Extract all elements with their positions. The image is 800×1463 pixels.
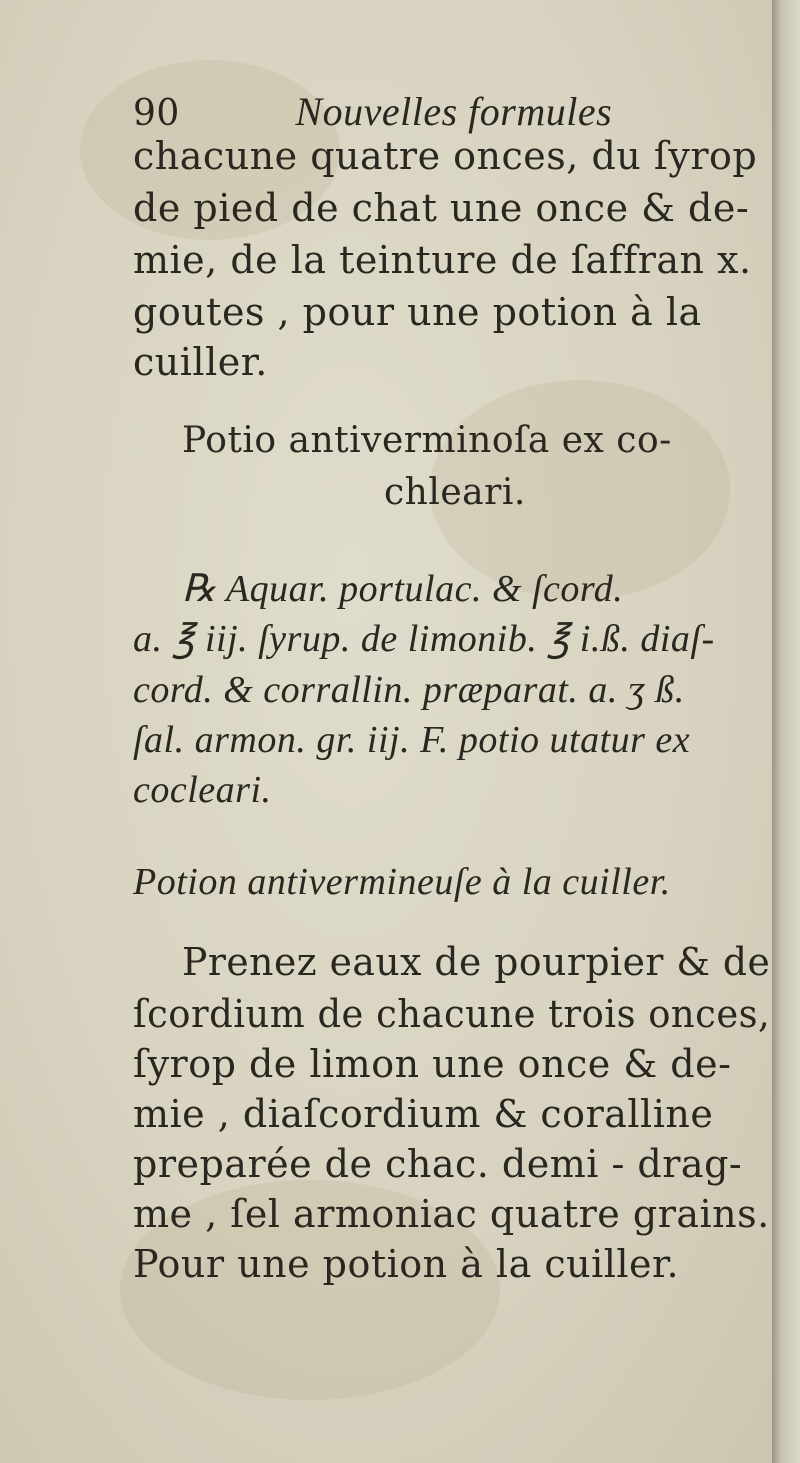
text-line: mie , diaſcordium & coralline [133, 1092, 714, 1136]
text-line: mie, de la teinture de ſaffran x. [133, 238, 752, 282]
text-line: chacune quatre onces, du ſyrop [133, 134, 758, 178]
prescription-line: ℞ Aquar. portulac. & ſcord. [182, 568, 624, 610]
text-line: preparée de chac. demi - drag- [133, 1142, 743, 1186]
text-line: me , ſel armoniac quatre grains. [133, 1192, 770, 1236]
french-title: Potion antivermineuſe à la cuiller. [133, 861, 671, 903]
running-title: Nouvelles formules [295, 89, 613, 134]
prescription-line: cocleari. [133, 769, 272, 811]
page-number: 90 [133, 93, 180, 134]
text-line: Pour une potion à la cuiller. [133, 1242, 680, 1286]
latin-title-line: chleari. [384, 472, 526, 513]
text-line: de pied de chat une once & de- [133, 186, 750, 230]
text-line: goutes , pour une potion à la [133, 290, 702, 334]
text-line: ſyrop de limon une once & de- [133, 1042, 732, 1086]
prescription-line: ſal. armon. gr. iij. F. potio utatur ex [133, 719, 691, 761]
text-line: ſcordium de chacune trois onces, [133, 992, 771, 1036]
running-header [133, 88, 612, 135]
prescription-line: cord. & corrallin. præparat. a. ʒ ß. [133, 669, 685, 711]
prescription-line: a. ℥ iij. ſyrup. de limonib. ℥ i.ß. diaſ- [133, 618, 715, 660]
text-line: cuiller. [133, 340, 268, 384]
page-edge-shadow [772, 0, 800, 1463]
text-line: Prenez eaux de pourpier & de [182, 940, 771, 984]
latin-title-line: Potio antiverminoſa ex co- [182, 420, 672, 461]
